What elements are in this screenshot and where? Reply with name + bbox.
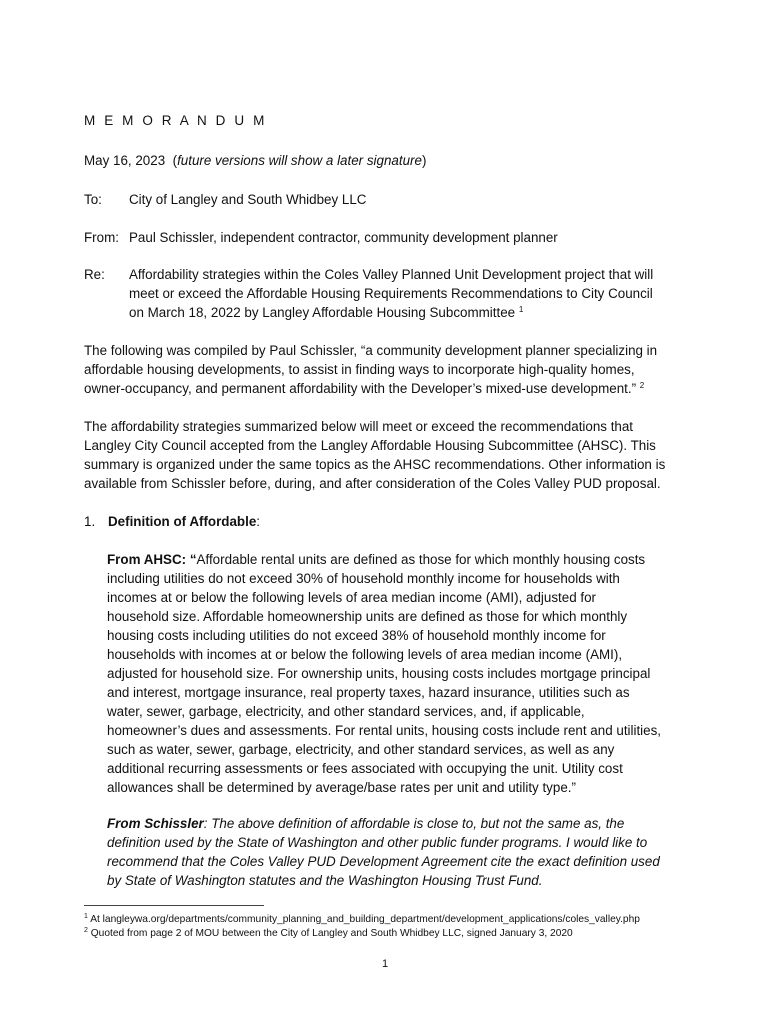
memo-date-note: future versions will show a later signature — [177, 153, 422, 168]
footnote-text: Quoted from page 2 of MOU between the City of Langley and South Whidbey LLC, signed January 3, 2020 — [90, 928, 573, 939]
ahsc-line: household size. Affordable homeownership units are defined as those for which monthly — [107, 609, 628, 624]
re-line: meet or exceed the Affordable Housing Requirements Recommendations to City Council — [129, 286, 653, 301]
ahsc-line: additional recurring assessments or fees associated with occupying the unit. Utility cost — [107, 761, 623, 776]
re-subject — [129, 265, 653, 322]
memo-date: May 16, 2023 — [84, 153, 166, 168]
re-label: Re: — [84, 267, 105, 282]
intro-line: affordable housing developments, to assist in finding ways to incorporate high-quality homes, — [84, 362, 635, 377]
schissler-line: recommend that the Coles Valley PUD Development Agreement cite the exact definition used — [107, 854, 660, 869]
from-value: Paul Schissler, independent contractor, community development planner — [129, 230, 558, 245]
footnote-ref[interactable]: 2 — [639, 381, 645, 390]
intro-line: The following was compiled by Paul Schissler, “a community development planner specializing in — [84, 343, 658, 358]
schissler-line: From Schissler: The above definition of affordable is close to, but not the same as, the — [107, 816, 625, 831]
from-label: From: — [84, 230, 119, 245]
ahsc-label: From AHSC: “ — [107, 552, 197, 567]
summary-line: Langley City Council accepted from the Langley Affordable Housing Subcommittee (AHSC). This — [84, 438, 656, 453]
ahsc-line: water, sewer, garbage, electricity, and other standard services, and, if applicable, — [107, 704, 585, 719]
memo-title: M E M O R A N D U M — [84, 113, 267, 128]
summary-line: summary is organized under the same topics as the AHSC recommendations. Other information is — [84, 457, 666, 472]
to-label: To: — [84, 192, 102, 207]
summary-paragraph — [84, 417, 694, 493]
ahsc-line: homeowner’s dues and assessments. For rental units, housing costs include rent and utilities, — [107, 723, 662, 738]
ahsc-line: allowances shall be determined by average/base rates per unit and utility type.” — [107, 780, 576, 795]
ahsc-line: incomes at or below the following levels of area median income (AMI), adjusted for — [107, 590, 596, 605]
footnote-number: 1 — [84, 913, 88, 920]
section-1-heading: 1. Definition of Affordable: — [84, 514, 261, 529]
summary-line: available from Schissler before, during, and after consideration of the Coles Valley PUD proposal. — [84, 476, 661, 491]
footnote-1 — [84, 913, 640, 926]
footnote-2 — [84, 927, 573, 940]
ahsc-line: including utilities do not exceed 30% of household monthly income for households with — [107, 571, 620, 586]
intro-paragraph — [84, 341, 694, 398]
section-number: 1. — [84, 514, 96, 529]
footnote-ref[interactable]: 1 — [518, 305, 524, 314]
ahsc-definition — [107, 550, 697, 797]
ahsc-line: such as water, sewer, garbage, electricity, and other standard services, as well as any — [107, 742, 615, 757]
schissler-line: by State of Washington statutes and the Washington Housing Trust Fund. — [107, 873, 543, 888]
re-line: on March 18, 2022 by Langley Affordable Housing Subcommittee $^1$ — [129, 305, 524, 320]
to-value: City of Langley and South Whidbey LLC — [129, 192, 367, 207]
summary-line: The affordability strategies summarized below will meet or exceed the recommendations that — [84, 419, 634, 434]
ahsc-line: housing costs including utilities do not exceed 38% of household monthly income for — [107, 628, 606, 643]
footnote-divider — [84, 905, 264, 906]
schissler-line: definition used by the State of Washington and other public funder programs. I would like to — [107, 835, 648, 850]
ahsc-line: households with incomes at or below the following levels of area median income (AMI), — [107, 647, 623, 662]
intro-line: owner-occupancy, and permanent affordability with the Developer’s mixed-use development.” $^2$ — [84, 381, 645, 396]
footnote-number: 2 — [84, 927, 88, 934]
footnote-text: At langleywa.org/departments/community_planning_and_building_department/development_applications/coles_valley.php — [90, 914, 640, 925]
ahsc-line: and interest, mortgage insurance, real property taxes, hazard insurance, utilities such as — [107, 685, 630, 700]
section-title: Definition of Affordable — [108, 514, 257, 529]
schissler-label: From Schissler — [107, 816, 204, 831]
re-line: Affordability strategies within the Coles Valley Planned Unit Development project that will — [129, 267, 654, 282]
memo-date-line: May 16, 2023 (future versions will show a later signature) — [84, 153, 427, 168]
schissler-comment — [107, 814, 697, 890]
ahsc-line: From AHSC: “Affordable rental units are defined as those for which monthly housing costs — [107, 552, 646, 567]
ahsc-line: adjusted for household size. For ownership units, housing costs includes mortgage principal — [107, 666, 651, 681]
page-number: 1 — [381, 958, 389, 970]
